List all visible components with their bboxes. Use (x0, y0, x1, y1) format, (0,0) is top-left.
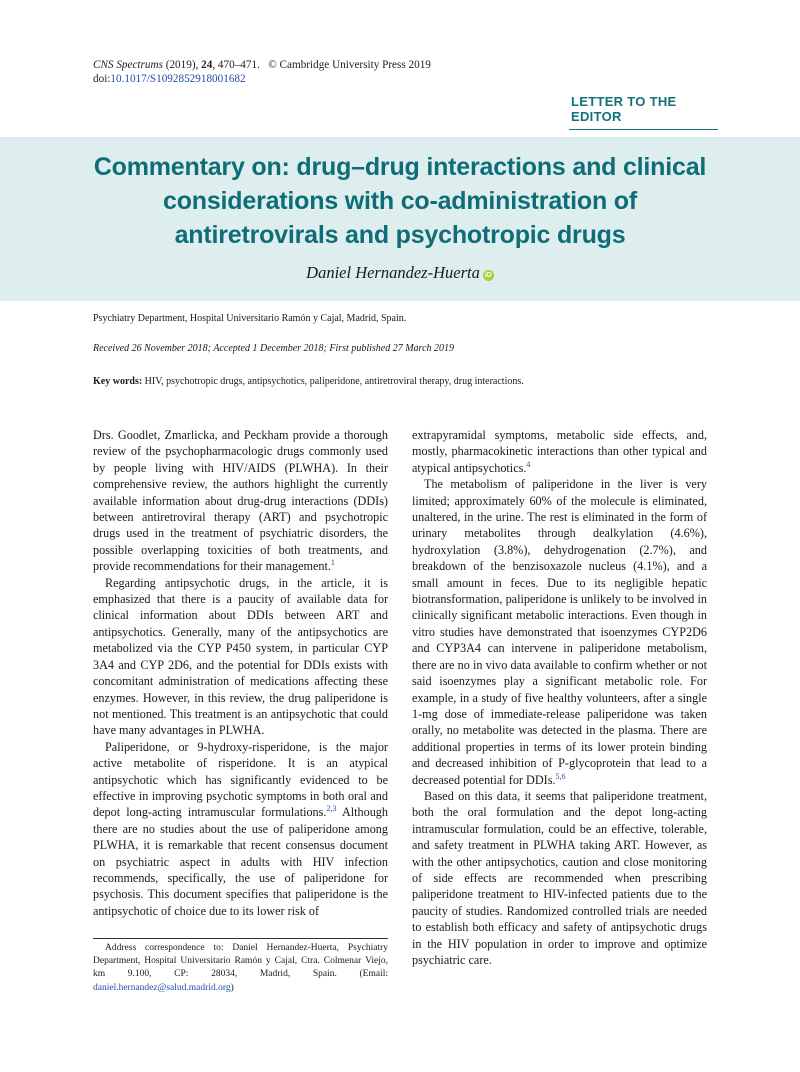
keywords (93, 376, 524, 387)
copyright: © Cambridge University Press 2019 (268, 59, 431, 71)
publication-dates: Received 26 November 2018; Accepted 1 December 2018; First published 27 March 2019 (93, 343, 455, 354)
keywords-label: Key words: (93, 376, 143, 387)
paragraph-5: Based on this data, it seems that paliperidone treatment, both the oral formulation and the depot long-acting intramuscular formulation, could be an effective, tolerable, and safety treatment in PLWHA taking ART. However, as with the other antipsychotics, caution and close monitoring of side effects are recommended when prescribing paliperidone treatment to HIV-infected patients due to the paucity of studies. Randomized controlled trials are needed to establish both efficacy and safety of antipsychotic drugs in the HIV population in order to improve and optimize psychiatric care. (412, 788, 707, 967)
reference-link[interactable]: 2,3 (326, 804, 337, 814)
reference-link[interactable]: 5,6 (555, 771, 566, 781)
email-link[interactable]: daniel.hernandez@salud.madrid.org (93, 982, 231, 993)
doi-prefix: doi: (93, 73, 111, 85)
left-column (93, 427, 388, 919)
affiliation: Psychiatry Department, Hospital Universitario Ramón y Cajal, Madrid, Spain. (93, 313, 407, 324)
paragraph-2: Regarding antipsychotic drugs, in the article, it is emphasized that there is a paucity of available data for clinical information about DDIs between ART and antipsychotics. Generally, many of the antipsychotics are metabolized via the CYP P450 system, in particular CYP 3A4 and CYP 2D6, and the potential for DDIs exists with concomitant administration of medications affecting these enzymes. However, in this review, the drug paliperidone is not mentioned. This treatment is an antipsychotic that could have many advantages in PLWHA. (93, 575, 388, 738)
journal-meta (93, 58, 431, 86)
doi-line (93, 72, 431, 86)
paragraph-4: The metabolism of paliperidone in the liver is very limited; approximately 60% of the molecule is eliminated, unaltered, in the urine. The rest is eliminated in the form of urinary metabolites through dealkylation (4.6%), hydroxylation (3.8%), dehydrogenation (2.7%), and breakdown of the benzisoxazole nucleus (4.1%), and a small amount in feces. Due to its negligible hepatic biotransformation, paliperidone is unlikely to be involved in clinically significant metabolic interactions. Even though in vitro studies have demonstrated that isoenzymes CYP2D6 and CYP3A4 can intervene in paliperidone metabolism, there are no in vivo data available to confirm whether or not said isoenzymes play a significant metabolic role. For example, in a study of five healthy volunteers, after a single 1-mg dose of immediate-release paliperidone was taken orally, no metabolite was detected in the plasma. There are additional properties in terms of its lower protein binding and decreased inhibition of P-glycoprotein that lead to a decreased potential for DDIs.$^{5,6}$ (412, 477, 707, 787)
paragraph-1: Drs. Goodlet, Zmarlicka, and Peckham provide a thorough review of the psychopharmacologic drugs commonly used by people living with HIV/AIDS (PLWHA). In their comprehensive review, the authors highlight the currently available information about drug-drug interactions (DDIs) between antiretroviral therapy (ART) and psychotropic drugs used in the treatment of psychiatric disorders, the possible overlapping toxicities of both treatments, and provide recommendations for their management.$^1$ (93, 428, 388, 574)
author-name: Daniel Hernandez-Huerta (306, 263, 480, 282)
journal-pages: , 470–471. (212, 59, 260, 71)
citation-line (93, 58, 431, 72)
paragraph-3-continued: extrapyramidal symptoms, metabolic side effects, and, mostly, pharmacokinetic interactions than other typical and atypical antipsychotics.$^4$ (412, 428, 707, 475)
paragraph-3: Paliperidone, or 9-hydroxy-risperidone, is the major active metabolite of risperidone. It is an atypical antipsychotic which has significantly evidenced to be effective in improving psychotic symptoms in both oral and depot long-acting intramuscular formulations.$^{2,3}$ Although there are no studies about the use of paliperidone among PLWHA, it is remarkable that recent consensus document on psychiatric aspect in adults with HIV infection recommends, specifically, the use of paliperidone for psychosis. This document specifies that paliperidone is the antipsychotic of choice due to its lower risk of (93, 739, 388, 918)
orcid-icon[interactable]: iD (484, 272, 492, 279)
author-line (0, 263, 800, 283)
keywords-text: HIV, psychotropic drugs, antipsychotics, paliperidone, antiretroviral therapy, drug interactions. (144, 376, 524, 387)
reference-link[interactable]: 4 (526, 459, 531, 469)
reference-link[interactable]: 1 (330, 558, 335, 568)
journal-volume: 24 (201, 59, 213, 71)
journal-year: (2019), (165, 59, 199, 71)
right-column (412, 427, 707, 968)
doi-link[interactable]: 10.1017/S1092852918001682 (110, 73, 246, 85)
section-label: LETTER TO THE EDITOR (569, 94, 718, 130)
article-title: Commentary on: drug–drug interactions and clinical considerations with co-administration of antiretrovirals and psychotropic drugs (93, 153, 707, 249)
journal-name: CNS Spectrums (93, 59, 163, 71)
correspondence-footnote: Address correspondence to: Daniel Hernandez-Huerta, Psychiatry Department, Hospital Universitario Ramón y Cajal, Ctra. Colmenar Viejo, km 9.100, CP: 28034, Madrid, Spain. (Email: daniel.hernandez@salud.madrid.org) (93, 938, 388, 995)
